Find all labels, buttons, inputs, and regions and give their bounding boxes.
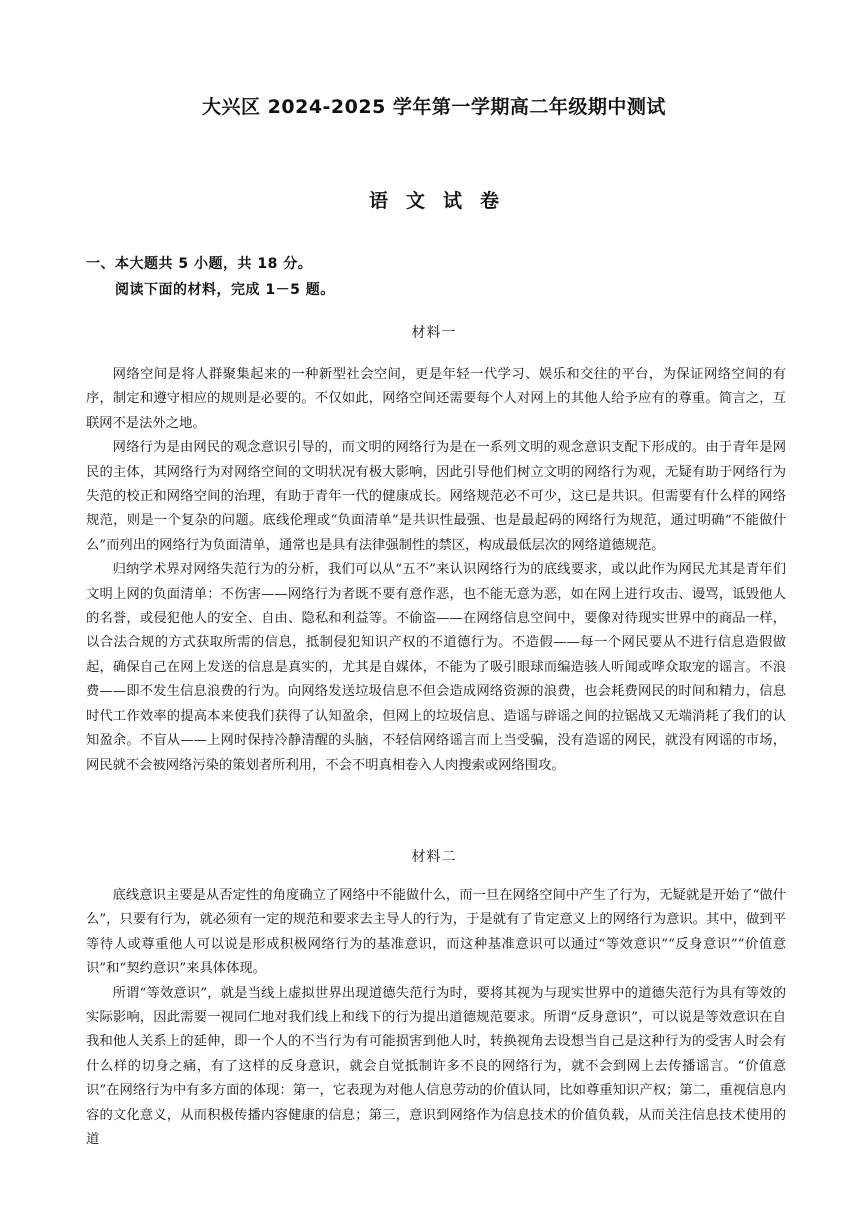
material-one-paragraph-1: 网络空间是将人群聚集起来的一种新型社会空间，更是年轻一代学习、娱乐和交往的平台，为保证网络空间的有序，制定和遵守相应的规则是必要的。不仅如此，网络空间还需要每个人对网上的其他人给予应有的尊重。简言之，互联网不是法外之地。 [86,367,786,431]
material-two-heading: 材料二 [411,849,457,865]
reading-instruction: 阅读下面的材料，完成 1－5 题。 [115,282,335,298]
material-one-body [86,363,786,778]
material-two-paragraph-1: 底线意识主要是从否定性的角度确立了网络中不能做什么，而一旦在网络空间中产生了行为，无疑就是开始了“做什么”，只要有行为，就必须有一定的规范和要求去主导人的行为，于是就有了肯定意义上的网络行为意识。其中，做到平等待人或尊重他人可以说是形成积极网络行为的基准意识，而这种基准意识可以通过“等效意识”“反身意识”“价值意识”和“契约意识”来具体体现。 [86,888,786,977]
material-one-paragraph-3: 归纳学术界对网络失范行为的分析，我们可以从“五不”来认识网络行为的底线要求，或以此作为网民尤其是青年们文明上网的负面清单：不伤害——网络行为者既不要有意作恶，也不能无意为恶，如在网上进行攻击、谩骂，诋毁他人的名誉，或侵犯他人的安全、自由、隐私和利益等。不偷盗——在网络信息空间中，要像对待现实世界中的商品一样，以合法合规的方式获取所需的信息，抵制侵犯知识产权的不道德行为。不造假——每一个网民要从不进行信息造假做起，确保自己在网上发送的信息是真实的，尤其是自媒体，不能为了吸引眼球而编造骇人听闻或哗众取宠的谣言。不浪费——即不发生信息浪费的行为。向网络发送垃圾信息不但会造成网络资源的浪费，也会耗费网民的时间和精力，信息时代工作效率的提高本来使我们获得了认知盈余，但网上的垃圾信息、造谣与辟谣之间的拉锯战又无端消耗了我们的认知盈余。不盲从——上网时保持冷静清醒的头脑，不轻信网络谣言而上当受骗，没有造谣的网民，就没有网谣的市场，网民就不会被网络污染的策划者所利用，不会不明真相卷入人肉搜索或网络围攻。 [86,562,786,773]
material-one-heading: 材料一 [411,325,457,341]
section-heading: 一、本大题共 5 小题，共 18 分。 [86,256,313,272]
material-one-paragraph-2: 网络行为是由网民的观念意识引导的，而文明的网络行为是在一系列文明的观念意识支配下形成的。由于青年是网民的主体，其网络行为对网络空间的文明状况有极大影响，因此引导他们树立文明的网络行为观，无疑有助于网络行为失范的校正和网络空间的治理，有助于青年一代的健康成长。网络规范必不可少，这已是共识。但需要有什么样的网络规范，则是一个复杂的问题。底线伦理或“负面清单”是共识性最强、也是最起码的网络行为规范，通过明确“不能做什么”而列出的网络行为负面清单，通常也是具有法律强制性的禁区，构成最低层次的网络道德规范。 [86,440,786,553]
exam-title: 大兴区 2024-2025 学年第一学期高二年级期中测试 [202,96,666,118]
material-two-paragraph-2: 所谓“等效意识”，就是当线上虚拟世界出现道德失范行为时，要将其视为与现实世界中的道德失范行为具有等效的实际影响，因此需要一视同仁地对我们线上和线下的行为提出道德规范要求。所谓“反身意识”，可以说是等效意识在自我和他人关系上的延伸，即一个人的不当行为有可能损害到他人时，转换视角去设想当自己是这种行为的受害人时会有什么样的切身之痛，有了这样的反身意识，就会自觉抵制许多不良的网络行为，就不会到网上去传播谣言。“价值意识”在网络行为中有多方面的体现：第一，它表现为对他人信息劳动的价值认同，比如尊重知识产权；第二，重视信息内容的文化意义，从而积极传播内容健康的信息；第三，意识到网络作为信息技术的价值负载，从而关注信息技术使用的道 [86,985,786,1148]
material-two-body [86,884,786,1152]
paper-title: 语文试卷 [368,190,517,212]
